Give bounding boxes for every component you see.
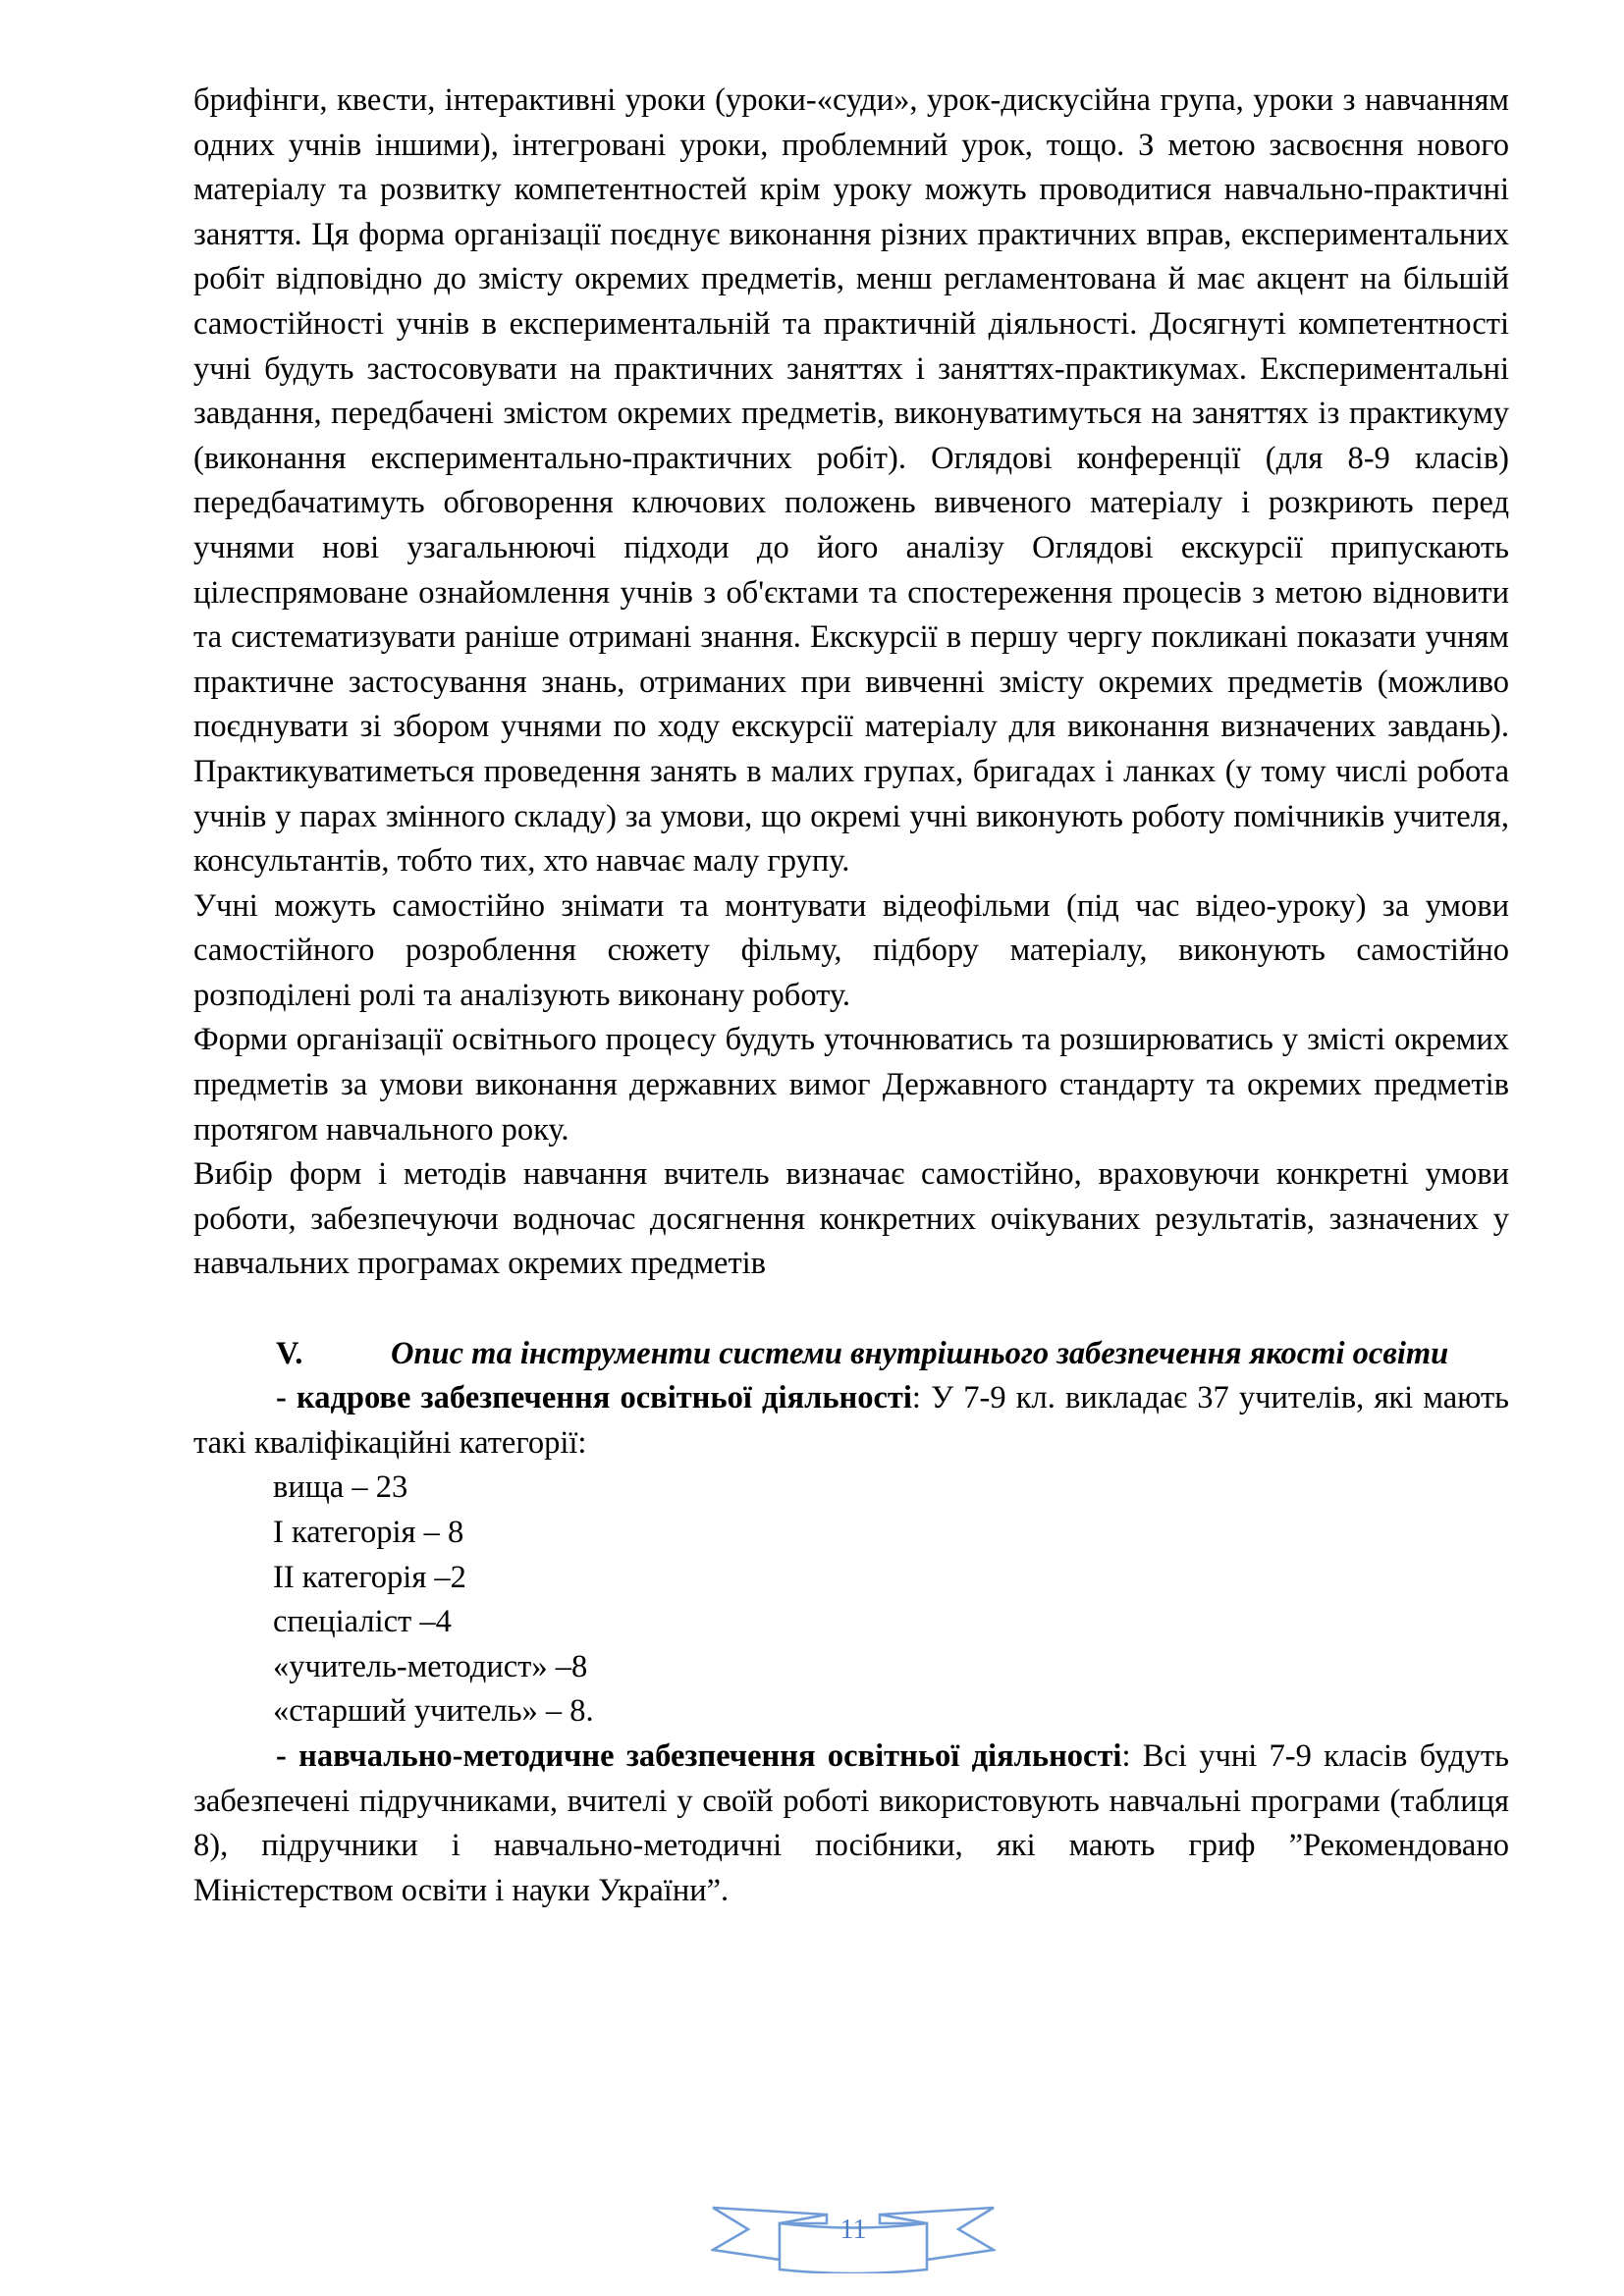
qualification-categories-list [193, 1466, 1509, 1735]
page-number-ribbon [711, 2193, 996, 2273]
section-heading [193, 1332, 1509, 1377]
paragraph-video-lessons: Учні можуть самостійно знімати та монтувати відеофільми (під час відео-уроку) за умови самостійного розроблення сюжету фільму, підбору матеріалу, виконують самостійно розподілені ролі та аналізують виконану роботу. [193, 887, 1509, 1013]
page-number: 11 [839, 2215, 867, 2245]
blank-line [193, 1287, 1509, 1332]
staffing-label: - кадрове забезпечення освітньої діяльності [276, 1380, 912, 1416]
paragraph-forms-of-lessons: брифінги, квести, інтерактивні уроки (уроки-«суди», урок-дискусійна група, уроки з навчанням одних учнів іншими), інтегровані уроки, проблемний урок, тощо. З метою засвоєння нового матеріалу та розвитку компетентностей крім уроку можуть проводитися навчально-практичні заняття. Ця форма організації поєднує виконання різних практичних вправ, експериментальних робіт відповідно до змісту окремих предметів, менш регламентована й має акцент на більшій самостійності учнів в експериментальній та практичній діяльності. Досягнуті компетентності учні будуть застосовувати на практичних заняттях і заняттях-практикумах. Експериментальні завдання, передбачені змістом окремих предметів, виконуватимуться на заняттях із практикуму (виконання експериментально-практичних робіт). Оглядові конференції (для 8-9 класів) передбачатимуть обговорення ключових положень вивченого матеріалу і розкриють перед учнями нові узагальнюючі підходи до його аналізу Оглядові екскурсії припускають цілеспрямоване ознайомлення учнів з об'єктами та спостереження процесів з метою відновити та систематизувати раніше отримані знання. Екскурсії в першу чергу покликані показати учням практичне застосування знань, отриманих при вивченні змісту окремих предметів (можливо поєднувати зі збором учнями по ходу екскурсії матеріалу для виконання визначених завдань). Практикуватиметься проведення занять в малих групах, бригадах і ланках (у тому числі робота учнів у парах змінного складу) за умови, що окремі учні виконують роботу помічників учителя, консультантів, тобто тих, хто навчає малу групу. [193, 82, 1509, 880]
methodical-text: : Всі учні 7-9 класів будуть забезпечені підручниками, вчителі у своїй роботі використовують навчальні програми (таблиця 8), підручники і навчально-методичні посібники, які мають гриф ”Рекомендовано Міністерством освіти і науки України”. [193, 1737, 1509, 1908]
paragraph-forms-organization: Форми організації освітнього процесу будуть уточнюватись та розширюватись у змісті окремих предметів за умови виконання державних вимог Державного стандарту та окремих предметів протягом навчального року. [193, 1022, 1509, 1148]
paragraph-staffing [193, 1376, 1509, 1466]
methodical-label: - навчально-методичне забезпечення освітньої діяльності [276, 1737, 1122, 1774]
list-item: вища – 23 [273, 1469, 408, 1506]
section-number: V. [276, 1335, 303, 1371]
list-item: ІІ категорія –2 [273, 1559, 466, 1595]
staffing-text: : У 7-9 кл. викладає 37 учителів, які мають такі кваліфікаційні категорії: [193, 1380, 1510, 1461]
document-page [193, 79, 1509, 1913]
list-item: І категорія – 8 [273, 1515, 464, 1550]
paragraph-methods-choice: Вибір форм і методів навчання вчитель визначає самостійно, враховуючи конкретні умови роботи, забезпечуючи водночас досягнення конкретних очікуваних результатів, зазначених у навчальних програмах окремих предметів [193, 1156, 1509, 1282]
list-item: спеціаліст –4 [273, 1604, 452, 1640]
list-item: «старший учитель» – 8. [273, 1693, 594, 1730]
section-title: Опис та інструменти системи внутрішнього забезпечення якості освіти [391, 1335, 1449, 1371]
list-item: «учитель-методист» –8 [273, 1648, 588, 1684]
paragraph-methodical-support [193, 1735, 1509, 1913]
